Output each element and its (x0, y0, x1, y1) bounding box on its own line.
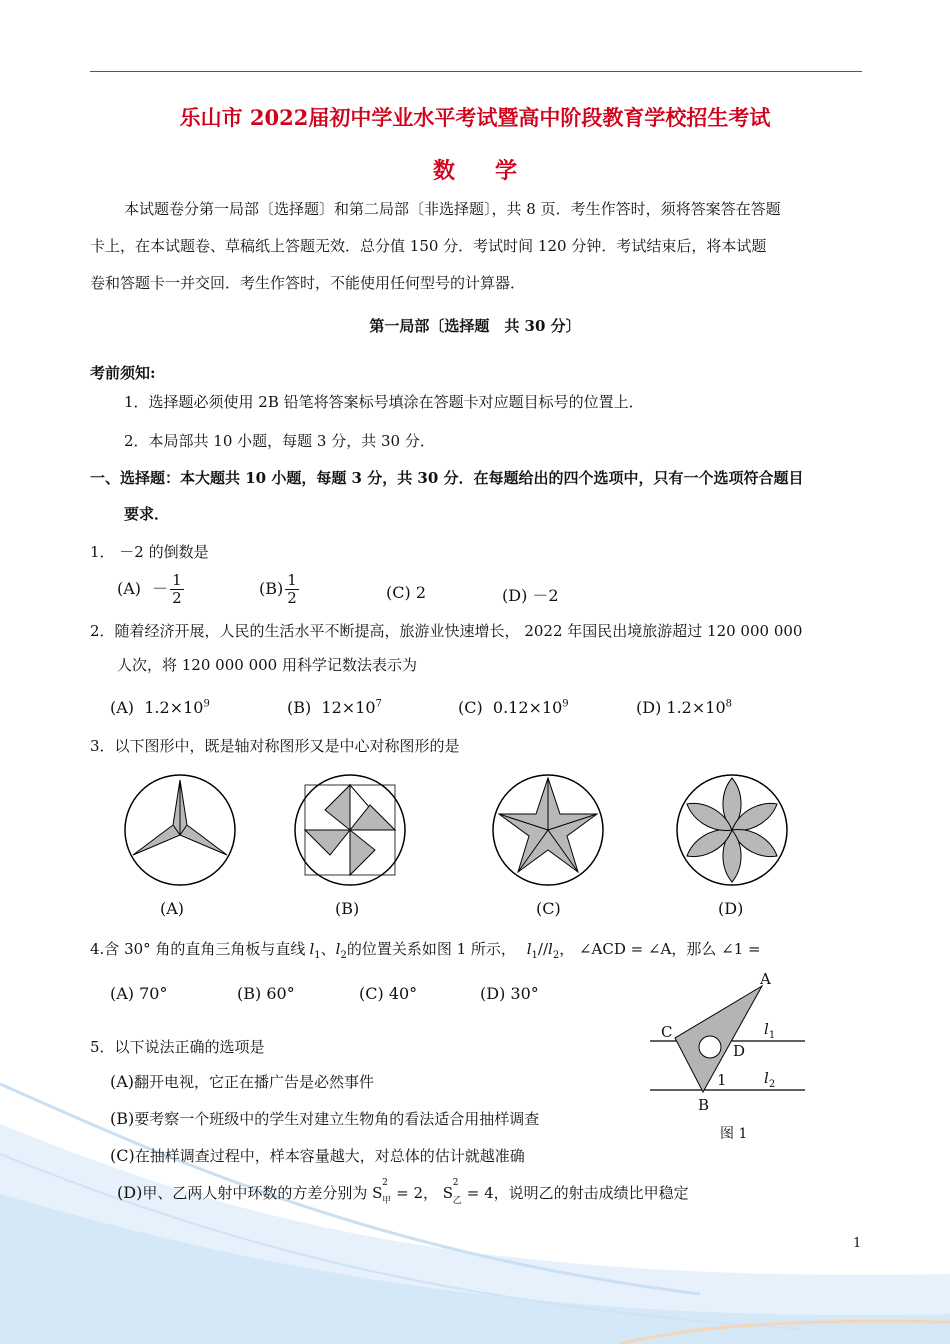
q4-option-d: (D) 30° (480, 984, 539, 1003)
line-l1: l (764, 1020, 769, 1038)
subscript: 1 (314, 950, 321, 961)
option-label: (B) (287, 698, 312, 717)
line-l2: l (548, 940, 553, 958)
denominator: 2 (287, 589, 297, 607)
option-text: = 4，说明乙的射击成绩比甲稳定 (466, 1184, 689, 1202)
option-label: (C) (110, 1146, 135, 1165)
subscript: 2 (768, 1079, 776, 1090)
part1-heading: 第一局部〔选择题 共 30 分〕 (369, 317, 581, 335)
q1-option-d: (D) －2 (502, 586, 559, 605)
q4-option-c: (C) 40° (359, 984, 418, 1003)
q5-option-d (117, 1178, 689, 1206)
line-l1: l (526, 940, 532, 958)
q2-option-d (636, 698, 732, 717)
subject-char: 数 (432, 158, 455, 184)
figure-a (125, 775, 235, 885)
exam-title: 乐山市 2022届初中学业水平考试暨高中阶段教育学校招生考试 (179, 105, 771, 130)
figure-d (677, 775, 787, 885)
value: 1.2×10 (144, 698, 204, 717)
variance-symbol-jia (372, 1178, 396, 1206)
option-text: 要考察一个班级中的学生对建立生物角的看法适合用抽样调查 (134, 1110, 540, 1128)
option-label: (A) (110, 698, 135, 717)
figure-a-label: (A) (160, 899, 185, 918)
value: 1.2×10 (666, 698, 726, 717)
value: 12×10 (321, 698, 376, 717)
q4-text: ， ∠ACD = ∠A，那么 ∠1 = (559, 940, 761, 958)
option-label: (A) (117, 579, 142, 598)
subject-char: 学 (495, 158, 518, 184)
subscript: 2 (552, 950, 560, 961)
figure-c-label: (C) (536, 899, 561, 918)
s-symbol: S (372, 1184, 383, 1202)
q4-stem (90, 938, 761, 961)
exponent: 9 (562, 698, 569, 710)
q4-text: 4.含 30° 角的直角三角板与直线 (90, 940, 306, 958)
notice-item-2: 2．本局部共 10 小题，每题 3 分，共 30 分． (124, 432, 435, 450)
header-rule (90, 71, 862, 72)
figure-c (493, 775, 603, 885)
q3-figures (120, 770, 870, 895)
q1-option-c: (C) 2 (386, 583, 426, 602)
option-text: 在抽样调查过程中，样本容量越大，对总体的估计就越准确 (134, 1147, 525, 1165)
page-number: 1 (853, 1236, 862, 1251)
parallel-symbol: // (537, 940, 548, 958)
fraction (170, 572, 184, 607)
figure-1-label-d: D (733, 1042, 746, 1060)
section1-heading: 一、选择题：本大题共 10 小题，每题 3 分，共 30 分．在每题给出的四个选项中，只有一个选项符合题目 (90, 469, 804, 487)
value: 0.12×10 (492, 698, 563, 717)
notice-item-1: 1．选择题必须使用 2B 铅笔将答案标号填涂在答题卡对应题目标号的位置上． (124, 393, 644, 411)
figure-b (295, 775, 405, 885)
line-l2: l (335, 940, 341, 958)
figure-b-label: (B) (335, 899, 360, 918)
numerator: 1 (287, 571, 297, 589)
notice-heading: 考前须知: (90, 364, 156, 382)
option-label: (B) (110, 1109, 135, 1128)
figure-1-label-l2 (764, 1069, 775, 1090)
subscript: 1 (531, 950, 538, 961)
intro-line-3: 卷和答题卡一并交回．考生作答时，不能使用任何型号的计算器． (90, 274, 526, 292)
q2-option-a (110, 698, 210, 717)
q2-option-b (287, 698, 382, 717)
q1-option-a (117, 572, 184, 607)
figure-1-label-l1 (764, 1020, 775, 1041)
q2-stem-line-2: 人次，将 120 000 000 用科学记数法表示为 (117, 656, 417, 674)
minus-sign: － (152, 579, 169, 598)
intro-line-2: 卡上，在本试题卷、草稿纸上答题无效．总分值 150 分．考试时间 120 分钟．考试结束后，将本试题 (90, 237, 767, 255)
exponent: 7 (375, 698, 382, 710)
fraction (285, 572, 299, 607)
q1-stem: 1． －2 的倒数是 (90, 543, 209, 561)
variance-symbol-yi (442, 1178, 467, 1206)
q1-option-b (259, 572, 299, 607)
option-label: (D) (636, 698, 662, 717)
square: 2 (382, 1178, 388, 1188)
s-symbol: S (442, 1184, 454, 1202)
line-l2: l (764, 1069, 769, 1087)
q4-option-a: (A) 70° (110, 984, 168, 1003)
q2-stem-line-1: 2．随着经济开展，人民的生活水平不断提高，旅游业快速增长， 2022 年国民出境旅游超过 120 000 000 (90, 622, 803, 640)
q5-option-a (110, 1071, 374, 1092)
subscript: 乙 (452, 1196, 462, 1206)
q5-option-c (110, 1145, 525, 1166)
subscript: 1 (768, 1030, 776, 1041)
subscript: 2 (340, 950, 347, 961)
option-text: 甲、乙两人射中环数的方差分别为 (142, 1184, 368, 1202)
option-label: (D) (117, 1183, 143, 1202)
q5-stem: 5．以下说法正确的选项是 (90, 1038, 265, 1056)
exponent: 9 (203, 698, 210, 710)
q5-option-b (110, 1108, 539, 1129)
figure-1-label-b: B (698, 1096, 710, 1114)
subject-title (0, 154, 950, 185)
option-text: 翻开电视，它正在播广告是必然事件 (134, 1073, 375, 1091)
subscript: 甲 (382, 1196, 392, 1206)
figure-1-label-1: 1 (717, 1071, 727, 1089)
option-label: (C) (458, 698, 483, 717)
option-label: (A) (110, 1072, 135, 1091)
separator: 、 (320, 940, 336, 958)
q4-option-b: (B) 60° (237, 984, 295, 1003)
exponent: 8 (725, 698, 732, 710)
figure-1-label-a: A (760, 970, 771, 988)
figure-1-diagram (640, 968, 820, 1148)
q4-text: 的位置关系如图 1 所示， (346, 940, 516, 958)
figure-d-label: (D) (718, 899, 744, 918)
figure-1-caption: 图 1 (720, 1126, 748, 1142)
intro-line-1: 本试题卷分第一局部〔选择题〕和第二局部〔非选择题〕，共 8 页．考生作答时，须将答案答在答题 (124, 200, 781, 218)
square: 2 (452, 1178, 459, 1188)
q2-option-c (458, 698, 569, 717)
numerator: 1 (172, 571, 182, 589)
figure-1-label-c: C (661, 1023, 673, 1041)
q3-stem: 3．以下图形中，既是轴对称图形又是中心对称图形的是 (90, 737, 460, 755)
denominator: 2 (172, 589, 182, 607)
line-l1: l (309, 940, 315, 958)
option-text: = 2， (396, 1184, 438, 1202)
section1-heading-cont: 要求． (124, 505, 170, 523)
option-label: (B) (259, 579, 284, 598)
